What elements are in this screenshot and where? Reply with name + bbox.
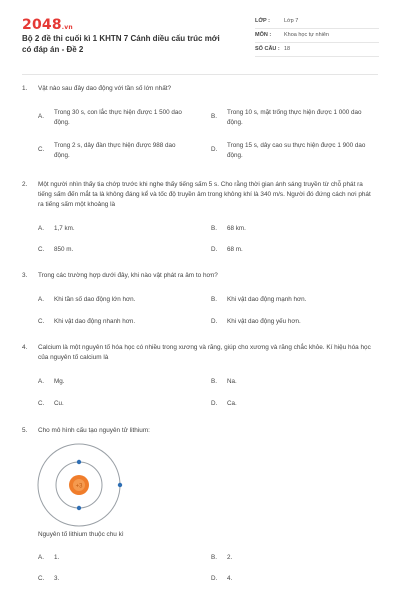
option-letter: A. bbox=[38, 378, 44, 385]
question-text: Một người nhìn thấy tia chớp trước khi nghe thấy tiếng sấm 5 s. Cho rằng thời gian ánh sáng truyền từ chỗ phát ra tiếng sấm đến mắt ta là không đáng kể và tốc độ truyền âm trong không khí là 340 m/s. Người đó đứng cách nơi phát ra tiếng sấm một khoảng là bbox=[38, 181, 371, 208]
meta-class-row bbox=[255, 16, 379, 29]
meta-value: 18 bbox=[284, 46, 291, 52]
meta-key: SỐ CÂU : bbox=[255, 46, 280, 52]
question-text: Trong các trường hợp dưới đây, khi nào vật phát ra âm to hơn? bbox=[38, 272, 218, 279]
option-text: Trong 2 s, dây đàn thực hiện được 988 dao động. bbox=[54, 142, 176, 159]
option-text: 4. bbox=[227, 575, 233, 582]
question-number: 2. bbox=[22, 181, 28, 188]
meta-value: Lớp 7 bbox=[284, 18, 299, 24]
option-letter: D. bbox=[211, 146, 218, 153]
lithium-atom-diagram bbox=[34, 440, 124, 530]
option-text: 3. bbox=[54, 575, 60, 582]
option-letter: B. bbox=[211, 225, 217, 232]
meta-key: MÔN : bbox=[255, 32, 272, 38]
option-letter: A. bbox=[38, 554, 44, 561]
option-letter: C. bbox=[38, 246, 45, 253]
option-text: Trong 10 s, mặt trống thực hiện được 1 000 dao động. bbox=[227, 109, 362, 126]
meta-count-row bbox=[255, 44, 379, 57]
option-text: 1. bbox=[54, 554, 60, 561]
option-letter: C. bbox=[38, 318, 45, 325]
document-title: Bộ 2 đề thi cuối kì 1 KHTN 7 Cánh diều cấu trúc mới có đáp án - Đề 2 bbox=[22, 34, 220, 54]
option-text: 2. bbox=[227, 554, 233, 561]
option-text: Khi tần số dao động lớn hơn. bbox=[54, 296, 136, 303]
question-number: 3. bbox=[22, 272, 28, 279]
option-letter: D. bbox=[211, 575, 218, 582]
option-letter: C. bbox=[38, 146, 45, 153]
option-letter: A. bbox=[38, 225, 44, 232]
option-text: 850 m. bbox=[54, 246, 74, 253]
question-text: Calcium là một nguyên tố hóa học có nhiều trong xương và răng, giúp cho xương và răng chắc khỏe. Kí hiệu hóa học của nguyên tố calcium là bbox=[38, 344, 371, 361]
question-number: 1. bbox=[22, 85, 28, 92]
option-letter: D. bbox=[211, 400, 218, 407]
option-text: 68 m. bbox=[227, 246, 243, 253]
option-letter: A. bbox=[38, 296, 44, 303]
option-text: Trong 15 s, dây cao su thực hiện được 1 900 dao động. bbox=[227, 142, 366, 159]
option-text: Na. bbox=[227, 378, 237, 385]
option-letter: B. bbox=[211, 378, 217, 385]
option-letter: C. bbox=[38, 400, 45, 407]
electron-outer-right bbox=[118, 483, 122, 487]
option-text: Mg. bbox=[54, 378, 65, 385]
option-text: Khi vật dao động nhanh hơn. bbox=[54, 318, 136, 325]
option-letter: A. bbox=[38, 113, 44, 120]
option-letter: C. bbox=[38, 575, 45, 582]
option-letter: B. bbox=[211, 554, 217, 561]
logo-suffix: .vn bbox=[61, 24, 73, 31]
option-text: Trong 30 s, con lắc thực hiện được 1 500 dao động. bbox=[54, 109, 182, 126]
option-letter: D. bbox=[211, 246, 218, 253]
question-number: 5. bbox=[22, 427, 28, 434]
question-text: Vật nào sau đây dao động với tần số lớn nhất? bbox=[38, 85, 172, 92]
question-number: 4. bbox=[22, 344, 28, 351]
meta-subject-row bbox=[255, 30, 379, 43]
meta-value: Khoa học tự nhiên bbox=[284, 32, 329, 38]
question-text: Cho mô hình cấu tạo nguyên tử lithium: bbox=[38, 427, 150, 434]
electron-inner-top bbox=[77, 460, 81, 464]
option-text: Ca. bbox=[227, 400, 237, 407]
nucleus-label: +3 bbox=[75, 483, 83, 490]
site-logo[interactable] bbox=[22, 17, 73, 33]
header-divider bbox=[22, 74, 378, 75]
option-letter: D. bbox=[211, 318, 218, 325]
question-5-caption: Nguyên tố lithium thuộc chu kì bbox=[38, 531, 124, 538]
option-text: 68 km. bbox=[227, 225, 246, 232]
option-letter: B. bbox=[211, 296, 217, 303]
electron-inner-bottom bbox=[77, 506, 81, 510]
option-text: 1,7 km. bbox=[54, 225, 75, 232]
option-text: Khi vật dao động mạnh hơn. bbox=[227, 296, 307, 303]
option-text: Khi vật dao động yếu hơn. bbox=[227, 318, 301, 325]
meta-key: LỚP : bbox=[255, 18, 270, 24]
option-letter: B. bbox=[211, 113, 217, 120]
option-text: Cu. bbox=[54, 400, 64, 407]
logo-text: 2048 bbox=[22, 17, 62, 33]
